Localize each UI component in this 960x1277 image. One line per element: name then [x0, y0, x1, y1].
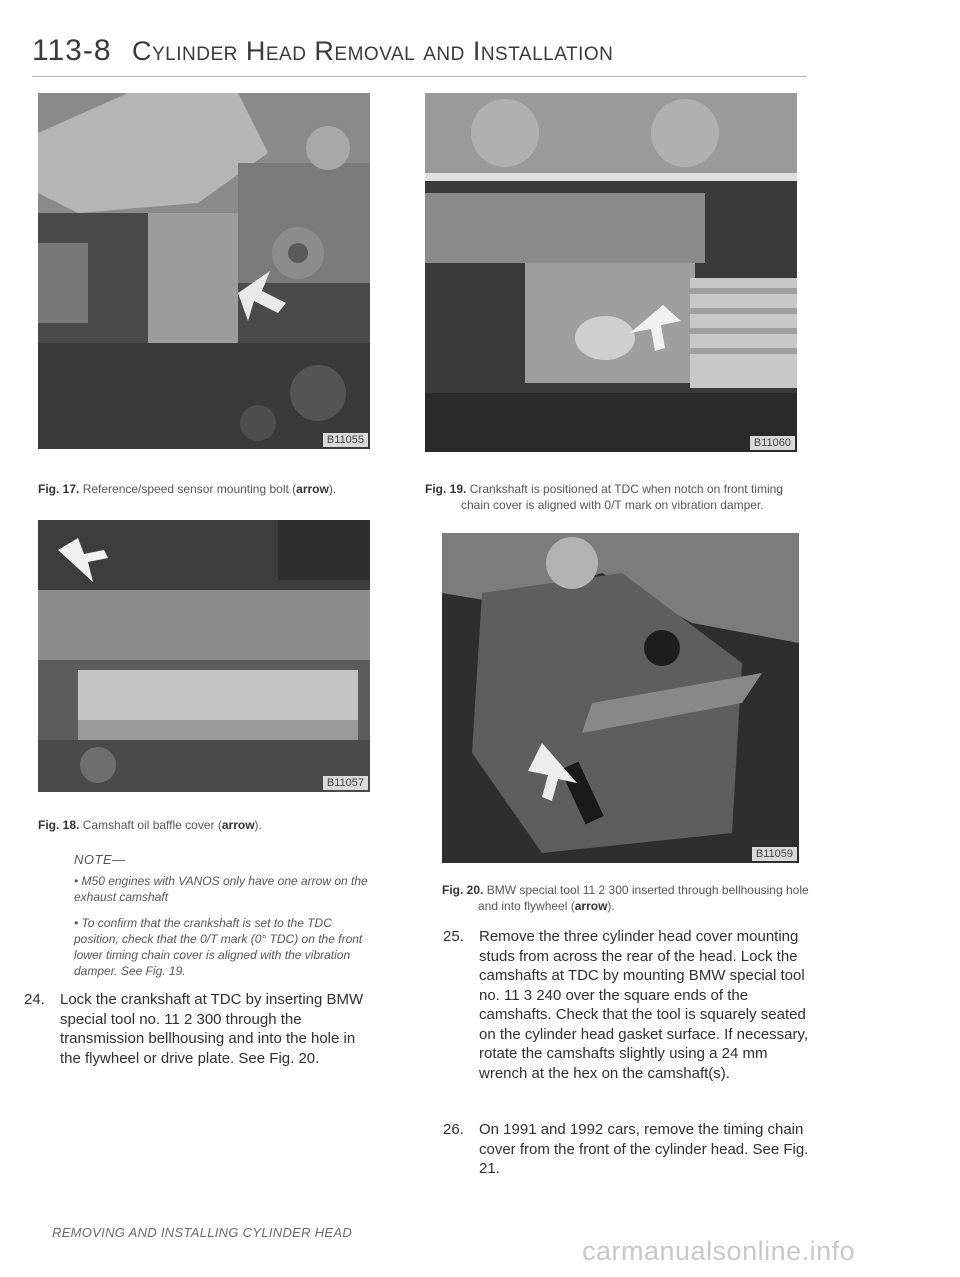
- figure-19-caption: Fig. 19. Crankshaft is positioned at TDC when notch on front timing chain cover is aligned with 0/T mark on vibration damper.: [425, 482, 783, 512]
- figure-20-caption: Fig. 20. BMW special tool 11 2 300 inserted through bellhousing hole and into flywheel (arrow).: [442, 883, 809, 913]
- note-item: • M50 engines with VANOS only have one arrow on the exhaust camshaft: [74, 874, 368, 904]
- figure-18-photo: [38, 520, 370, 792]
- photo-id-label: B11060: [750, 436, 795, 450]
- figure-18-caption: Fig. 18. Camshaft oil baffle cover (arrow).: [38, 818, 262, 832]
- step-24: 24. Lock the crankshaft at TDC by inserting BMW special tool no. 11 2 300 through the transmission bellhousing and into the hole in the flywheel or drive plate. See Fig. 20.: [24, 991, 364, 1067]
- figure-17-photo: [38, 93, 370, 449]
- note-item: • To confirm that the crankshaft is set to the TDC position, check that the 0/T mark (0° TDC) on the front lower timing chain cover is aligned with the vibration damper. See Fig. 19.: [74, 916, 363, 978]
- photo-id-label: B11055: [323, 433, 368, 447]
- photo-id-label: B11059: [752, 847, 797, 861]
- photo-id-label: B11057: [323, 776, 368, 790]
- figure-20-photo: [442, 533, 799, 863]
- page-number: 113-8: [32, 34, 112, 67]
- page-title: Cylinder Head Removal and Installation: [132, 36, 614, 66]
- figure-19-photo: [425, 93, 797, 452]
- watermark: carmanualsonline.info: [582, 1236, 856, 1266]
- section-footer: REMOVING AND INSTALLING CYLINDER HEAD: [52, 1225, 353, 1240]
- step-25: 25. Remove the three cylinder head cover mounting studs from across the rear of the head. Lock the camshafts at TDC by mounting BMW special tool no. 11 3 240 over the square ends of the camshafts. Check that the tool is squarely seated on the cylinder head gasket surface. If necessary, rotate the camshafts slightly using a 24 mm wrench at the hex on the camshaft(s).: [443, 928, 809, 1082]
- figure-17-caption: Fig. 17. Reference/speed sensor mounting bolt (arrow).: [38, 482, 337, 496]
- note-heading: NOTE—: [74, 852, 126, 867]
- step-26: 26. On 1991 and 1992 cars, remove the timing chain cover from the front of the cylinder head. See Fig. 21.: [443, 1121, 809, 1177]
- header-rule: [32, 76, 807, 77]
